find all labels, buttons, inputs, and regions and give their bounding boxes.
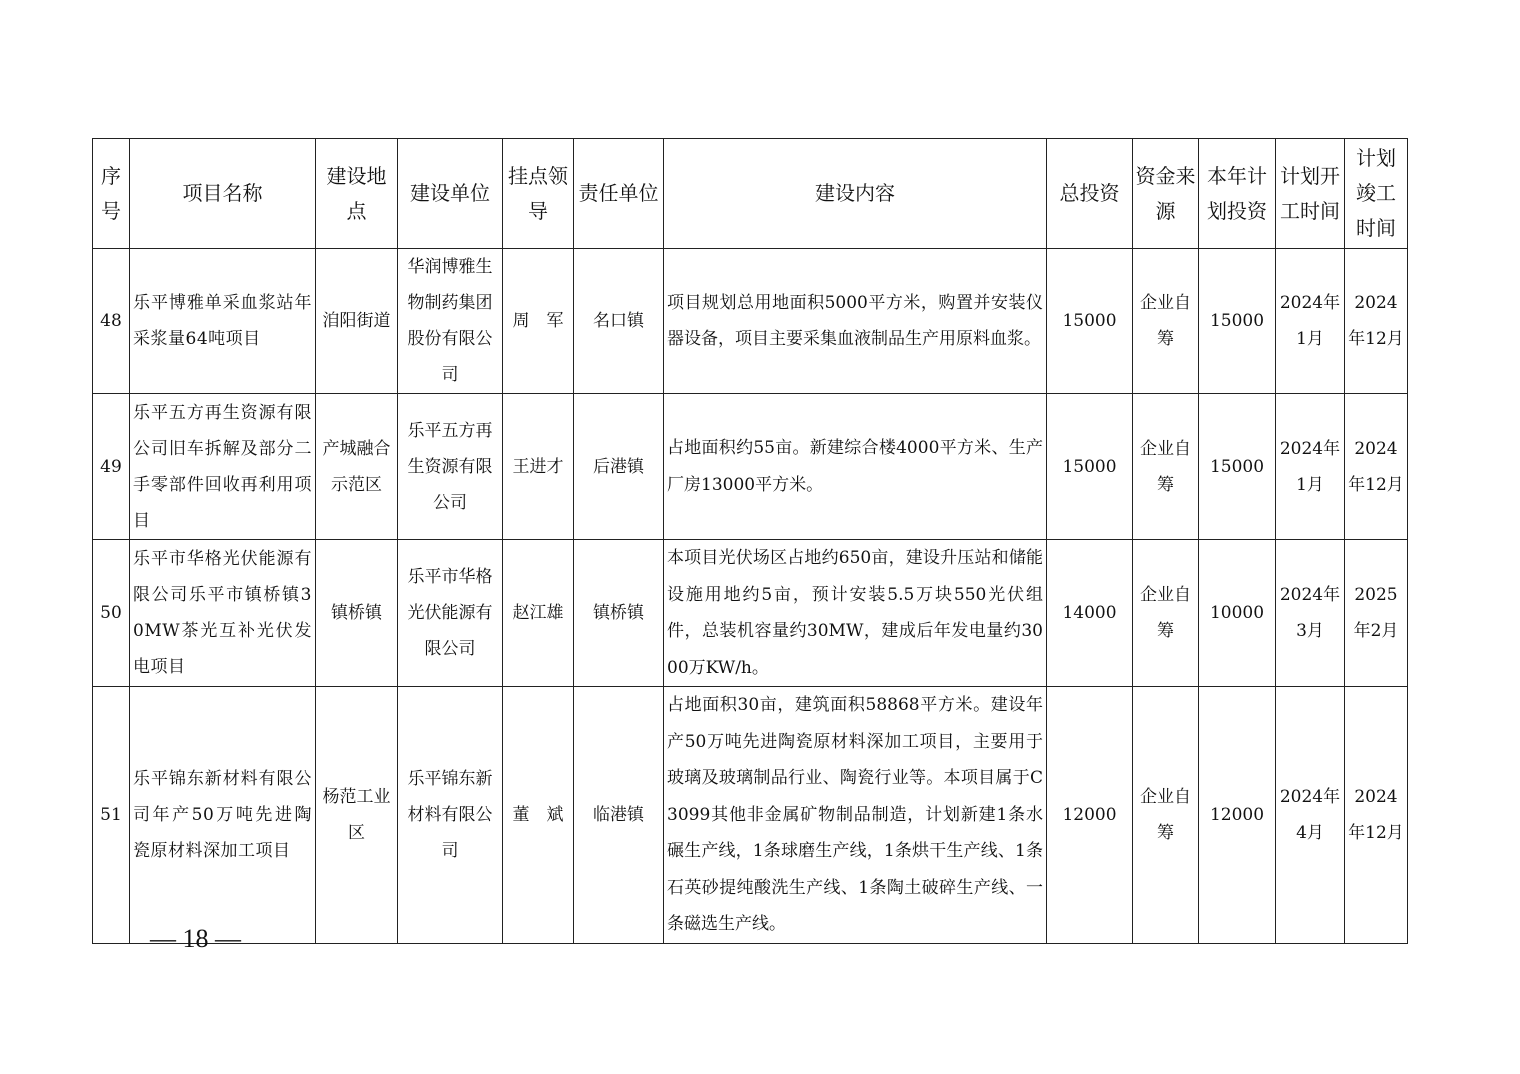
table-header-row [93, 139, 1408, 249]
cell-project-name: 乐平五方再生资源有限公司旧车拆解及部分二手零部件回收再利用项目 [130, 394, 316, 540]
header-funding-source: 资金来源 [1133, 139, 1199, 249]
cell-no: 48 [93, 249, 130, 394]
table-row [93, 249, 1408, 394]
cell-funding-source: 企业自筹 [1133, 540, 1199, 687]
cell-construction-unit: 乐平锦东新材料有限公司 [398, 687, 503, 944]
cell-start-time: 2024年1月 [1276, 394, 1345, 540]
cell-annual-investment: 15000 [1199, 394, 1276, 540]
cell-funding-source: 企业自筹 [1133, 687, 1199, 944]
header-leader: 挂点领导 [503, 139, 574, 249]
cell-content: 占地面积30亩，建筑面积58868平方米。建设年产50万吨先进陶瓷原材料深加工项目，主要用于玻璃及玻璃制品行业、陶瓷行业等。本项目属于C3099其他非金属矿物制品制造，计划新建1条水碾生产线，1条球磨生产线，1条烘干生产线、1条石英砂提纯酸洗生产线、1条陶土破碎生产线、一条磁选生产线。 [664, 687, 1047, 944]
cell-responsible-unit: 后港镇 [574, 394, 664, 540]
cell-content: 项目规划总用地面积5000平方米，购置并安装仪器设备，项目主要采集血液制品生产用原料血浆。 [664, 249, 1047, 394]
cell-end-time: 2024年12月 [1345, 249, 1408, 394]
cell-no: 50 [93, 540, 130, 687]
cell-leader: 赵江雄 [503, 540, 574, 687]
header-no: 序号 [93, 139, 130, 249]
cell-no: 51 [93, 687, 130, 944]
cell-total-investment: 12000 [1047, 687, 1133, 944]
cell-leader: 周 军 [503, 249, 574, 394]
cell-leader: 董 斌 [503, 687, 574, 944]
cell-funding-source: 企业自筹 [1133, 249, 1199, 394]
cell-total-investment: 14000 [1047, 540, 1133, 687]
cell-responsible-unit: 名口镇 [574, 249, 664, 394]
cell-funding-source: 企业自筹 [1133, 394, 1199, 540]
cell-annual-investment: 15000 [1199, 249, 1276, 394]
cell-project-name: 乐平锦东新材料有限公司年产50万吨先进陶瓷原材料深加工项目 [130, 687, 316, 944]
table-row [93, 687, 1408, 944]
cell-total-investment: 15000 [1047, 249, 1133, 394]
header-annual-investment: 本年计划投资 [1199, 139, 1276, 249]
header-project-name: 项目名称 [130, 139, 316, 249]
cell-start-time: 2024年3月 [1276, 540, 1345, 687]
cell-annual-investment: 12000 [1199, 687, 1276, 944]
cell-responsible-unit: 镇桥镇 [574, 540, 664, 687]
cell-location: 杨范工业区 [316, 687, 398, 944]
cell-end-time: 2024年12月 [1345, 687, 1408, 944]
project-table [92, 138, 1408, 944]
page-number: — 18 — [150, 924, 241, 953]
header-responsible-unit: 责任单位 [574, 139, 664, 249]
cell-start-time: 2024年1月 [1276, 249, 1345, 394]
cell-responsible-unit: 临港镇 [574, 687, 664, 944]
header-construction-unit: 建设单位 [398, 139, 503, 249]
header-location: 建设地点 [316, 139, 398, 249]
cell-content: 本项目光伏场区占地约650亩，建设升压站和储能设施用地约5亩，预计安装5.5万块550光伏组件，总装机容量约30MW，建成后年发电量约3000万KW/h。 [664, 540, 1047, 687]
cell-construction-unit: 乐平五方再生资源有限公司 [398, 394, 503, 540]
cell-location: 镇桥镇 [316, 540, 398, 687]
cell-total-investment: 15000 [1047, 394, 1133, 540]
header-total-investment: 总投资 [1047, 139, 1133, 249]
cell-leader: 王进才 [503, 394, 574, 540]
header-start-time: 计划开工时间 [1276, 139, 1345, 249]
cell-end-time: 2024年12月 [1345, 394, 1408, 540]
cell-construction-unit: 华润博雅生物制药集团股份有限公司 [398, 249, 503, 394]
cell-no: 49 [93, 394, 130, 540]
cell-project-name: 乐平博雅单采血浆站年采浆量64吨项目 [130, 249, 316, 394]
cell-end-time: 2025年2月 [1345, 540, 1408, 687]
cell-start-time: 2024年4月 [1276, 687, 1345, 944]
cell-location: 洎阳街道 [316, 249, 398, 394]
table-row [93, 540, 1408, 687]
cell-construction-unit: 乐平市华格光伏能源有限公司 [398, 540, 503, 687]
header-content: 建设内容 [664, 139, 1047, 249]
table-row [93, 394, 1408, 540]
cell-annual-investment: 10000 [1199, 540, 1276, 687]
cell-content: 占地面积约55亩。新建综合楼4000平方米、生产厂房13000平方米。 [664, 394, 1047, 540]
header-end-time: 计划竣工时间 [1345, 139, 1408, 249]
cell-project-name: 乐平市华格光伏能源有限公司乐平市镇桥镇30MW茶光互补光伏发电项目 [130, 540, 316, 687]
cell-location: 产城融合示范区 [316, 394, 398, 540]
